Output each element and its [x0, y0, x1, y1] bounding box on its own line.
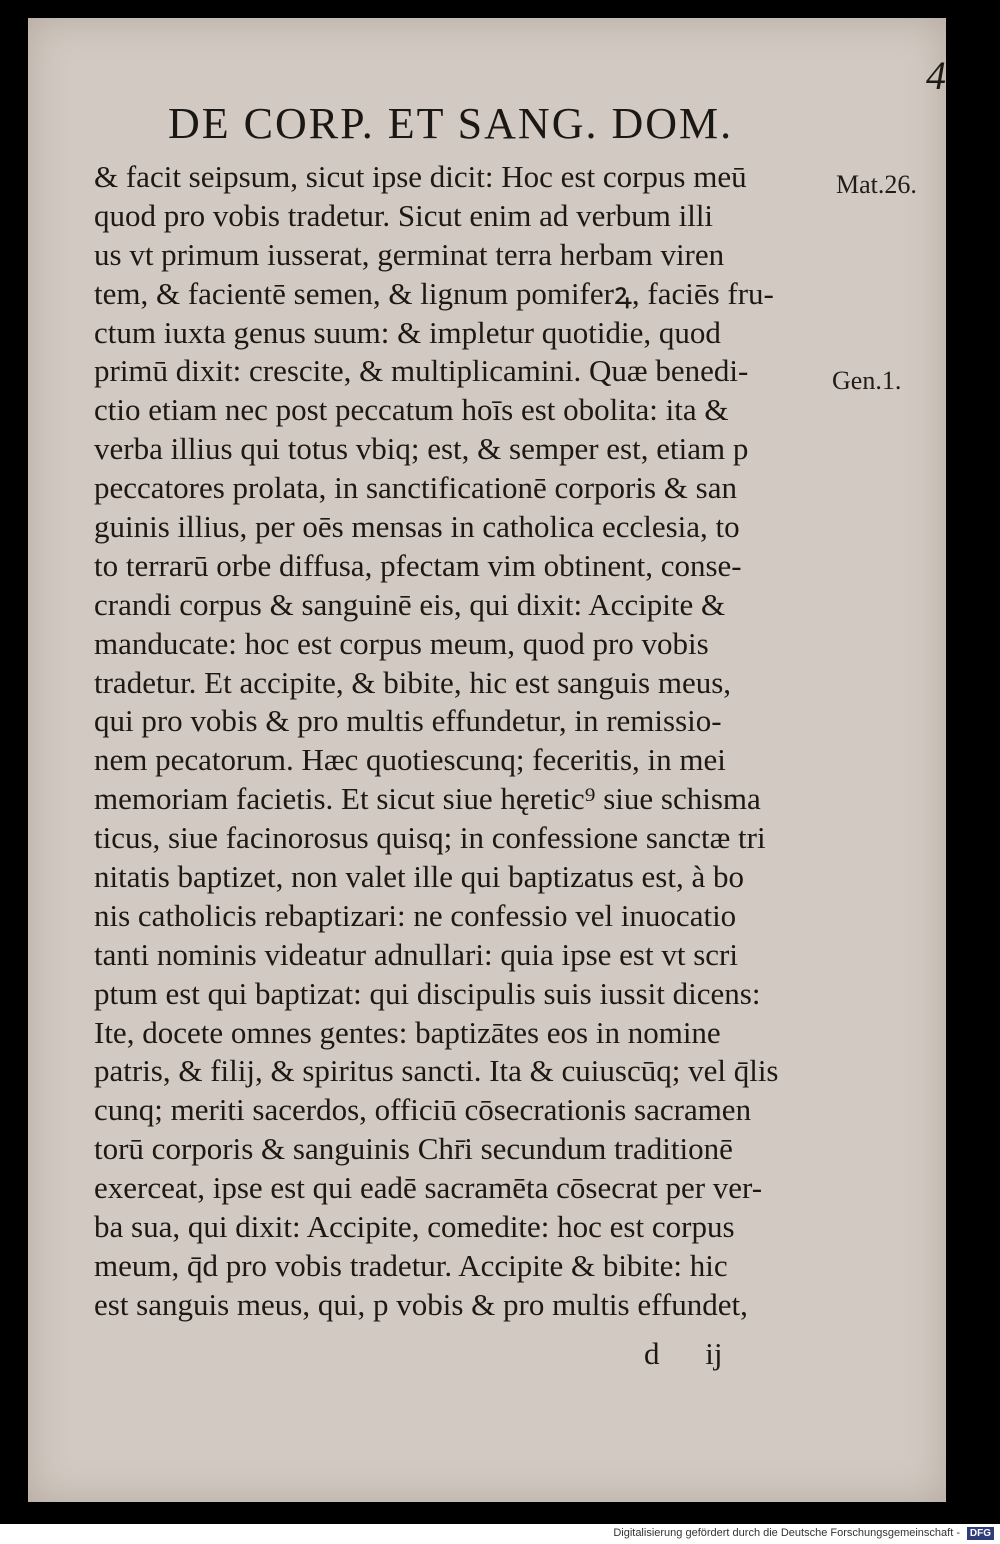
- text-line: tanti nominis videatur adnullari: quia ipse est vt scri: [94, 936, 738, 972]
- text-line: manducate: hoc est corpus meum, quod pro vobis: [94, 625, 709, 661]
- footer-bar: [0, 1524, 1000, 1544]
- text-line: ptum est qui baptizat: qui discipulis suis iussit dicens:: [94, 975, 761, 1011]
- text-line: torū corporis & sanguinis Chr̄i secundum traditionē: [94, 1131, 733, 1167]
- text-line: tradetur. Et accipite, & bibite, hic est sanguis meus,: [94, 664, 732, 700]
- book-page: [28, 18, 946, 1502]
- text-line: primū dixit: crescite, & multiplicamini. Quæ benedi-: [94, 353, 749, 389]
- text-line: crandi corpus & sanguinē eis, qui dixit: Accipite &: [94, 586, 726, 622]
- text-line: quod pro vobis tradetur. Sicut enim ad verbum illi: [94, 197, 714, 233]
- folio-number: 4: [926, 53, 946, 98]
- text-line: exerceat, ipse est qui eadē sacramēta cōsecrat per ver-: [94, 1170, 763, 1206]
- text-line: to terrarū orbe diffusa, pfectam vim obtinent, conse-: [94, 547, 742, 583]
- text-line: nis catholicis rebaptizari: ne confessio vel inuocatio: [94, 897, 737, 933]
- text-line: us vt primum iusserat, germinat terra herbam viren: [94, 236, 725, 272]
- text-line: tem, & facientē semen, & lignum pomiferꝝ, faciēs fru-: [94, 275, 774, 311]
- text-line: ctum iuxta genus suum: & impletur quotidie, quod: [94, 314, 721, 350]
- text-line: verba illius qui totus vbiq; est, & semper est, etiam p: [94, 431, 749, 467]
- text-line: Ite, docete omnes gentes: baptizātes eos in nomine: [94, 1014, 721, 1050]
- text-line: est sanguis meus, qui, p vobis & pro multis effundet,: [94, 1286, 748, 1322]
- text-line: guinis illius, per oēs mensas in catholica ecclesia, to: [94, 509, 740, 545]
- text-line: peccatores prolata, in sanctificationē corporis & san: [94, 470, 737, 506]
- text-line: ctio etiam nec post peccatum hoīs est obolita: ita &: [94, 392, 729, 428]
- footer-credit: Digitalisierung gefördert durch die Deutsche Forschungsgemeinschaft -: [613, 1527, 960, 1539]
- text-line: cunq; meriti sacerdos, officiū cōsecrationis sacramen: [94, 1092, 752, 1128]
- marginal-note-genesis: Gen.1.: [832, 366, 902, 395]
- text-line: nem pecatorum. Hæc quotiescunq; feceritis, in mei: [94, 742, 726, 778]
- text-line: ba sua, qui dixit: Accipite, comedite: hoc est corpus: [94, 1209, 735, 1245]
- text-line: meum, q̄d pro vobis tradetur. Accipite & bibite: hic: [94, 1247, 728, 1283]
- body-text: [94, 158, 844, 1325]
- text-line: memoriam facietis. Et sicut siue hęretic⁹ siue schisma: [94, 781, 761, 817]
- text-line: qui pro vobis & pro multis effundetur, in remissio-: [94, 703, 722, 739]
- running-head: DE CORP. ET SANG. DOM.: [168, 99, 734, 148]
- signature-mark: d ij: [644, 1336, 723, 1371]
- dfg-logo: DFG: [967, 1527, 994, 1540]
- text-line: patris, & filij, & spiritus sancti. Ita & cuiuscūq; vel q̄lis: [94, 1053, 779, 1089]
- text-line: & facit seipsum, sicut ipse dicit: Hoc est corpus meū: [94, 159, 747, 194]
- text-line: nitatis baptizet, non valet ille qui baptizatus est, à bo: [94, 859, 744, 895]
- text-line: ticus, siue facinorosus quisq; in confessione sanctæ tri: [94, 820, 766, 856]
- marginal-note-matthew: Mat.26.: [836, 170, 917, 199]
